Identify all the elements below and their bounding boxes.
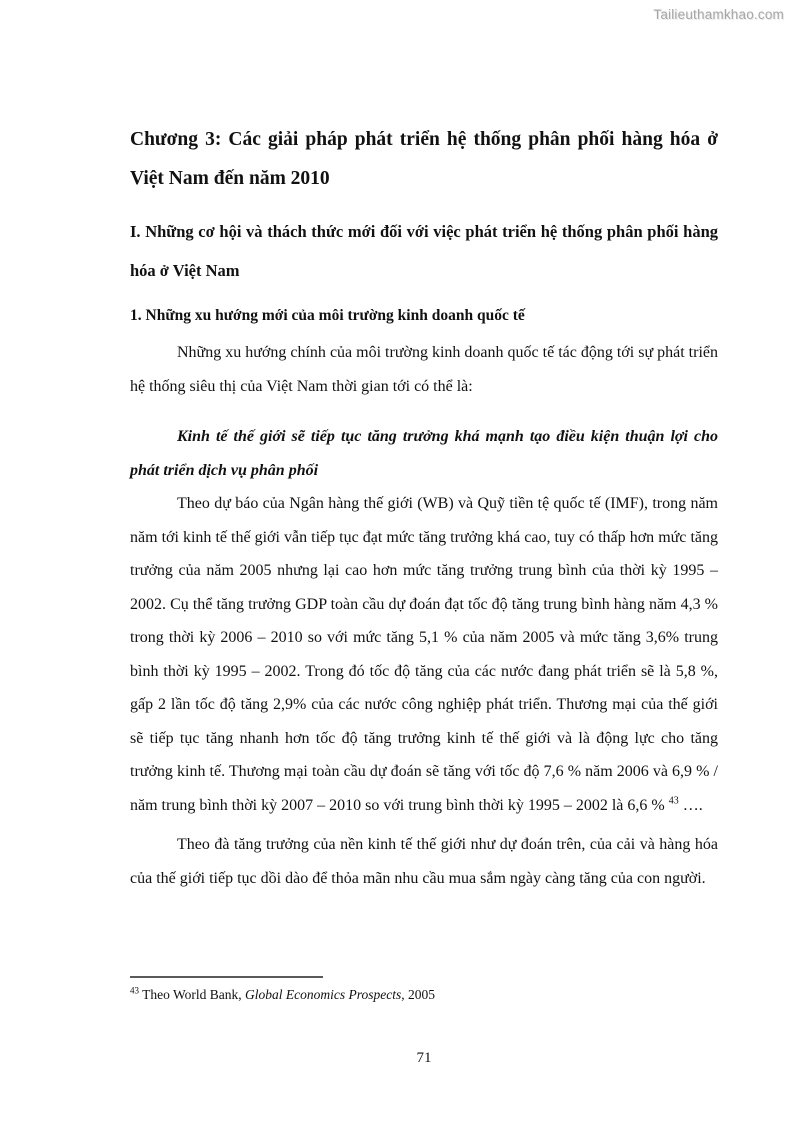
page-number: 71 <box>416 1050 432 1066</box>
chapter-title: Chương 3: Các giải pháp phát triển hệ thống phân phối hàng hóa ở Việt Nam đến năm 2010 <box>130 129 718 189</box>
watermark: Tailieuthamkhao.com <box>653 7 784 22</box>
footnote-text-end: , 2005 <box>401 987 436 1002</box>
footnote-text: Theo World Bank, <box>139 987 246 1002</box>
paragraph-intro: Những xu hướng chính của môi trường kinh doanh quốc tế tác động tới sự phát triển hệ thống siêu thị của Việt Nam thời gian tới có thể là: <box>130 344 718 395</box>
paragraph-forecast <box>130 487 718 822</box>
topic-heading: Kinh tế thế giới sẽ tiếp tục tăng trưởng khá mạnh tạo điều kiện thuận lợi cho phát triển dịch vụ phân phối <box>130 428 718 479</box>
footnote-reference: 43 <box>668 795 679 807</box>
page-content <box>130 120 718 895</box>
section-heading: I. Những cơ hội và thách thức mới đối với việc phát triển hệ thống phân phối hàng hóa ở Việt Nam <box>130 222 718 280</box>
footnote <box>130 985 718 1005</box>
footnote-block <box>130 976 718 1005</box>
footnote-separator <box>130 976 323 978</box>
paragraph-growth: Theo đà tăng trưởng của nền kinh tế thế giới như dự đoán trên, của cải và hàng hóa của thế giới tiếp tục dồi dào để thỏa mãn nhu cầu mua sắm ngày càng tăng của con người. <box>130 836 718 887</box>
forecast-text: Theo dự báo của Ngân hàng thế giới (WB) và Quỹ tiền tệ quốc tế (IMF), trong năm năm tới kinh tế thế giới vẫn tiếp tục đạt mức tăng trưởng khá cao, tuy có thấp hơn mức tăng trưởng của năm 2005 nhưng lại cao hơn mức tăng trưởng trung bình của thời kỳ 1995 – 2002. Cụ thể tăng trưởng GDP toàn cầu dự đoán đạt tốc độ tăng trung bình hàng năm 4,3 % trong thời kỳ 2006 – 2010 so với mức tăng 5,1 % của năm 2005 và mức tăng 3,6% trung bình thời kỳ 1995 – 2002. Trong đó tốc độ tăng của các nước đang phát triển sẽ là 5,8 %, gấp 2 lần tốc độ tăng 2,9% của các nước công nghiệp phát triển. Thương mại của thế giới sẽ tiếp tục tăng nhanh hơn tốc độ tăng trưởng kinh tế thế giới và là động lực cho tăng trưởng kinh tế. Thương mại toàn cầu dự đoán sẽ tăng với tốc độ 7,6 % năm 2006 và 6,9 % / năm trung bình thời kỳ 2007 – 2010 so với trung bình thời kỳ 1995 – 2002 là 6,6 % <box>130 495 718 814</box>
forecast-text-end: …. <box>678 796 703 814</box>
footnote-number: 43 <box>130 985 139 996</box>
footnote-source-title: Global Economics Prospects <box>245 987 402 1002</box>
subsection-heading: 1. Những xu hướng mới của môi trường kinh doanh quốc tế <box>130 307 525 324</box>
